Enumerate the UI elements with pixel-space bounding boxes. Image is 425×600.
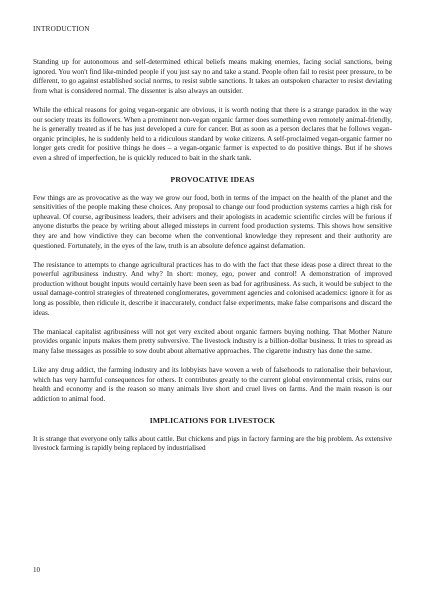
paragraph: It is strange that everyone only talks about cattle. But chickens and pigs in factory farming are the big problem. As extensive livestock farming is rapidly being replaced by industrialised [33,434,392,453]
paragraph: Few things are as provocative as the way we grow our food, both in terms of the impact on the health of the planet and the sensitivities of the people making these choices. Any proposal to change our food production systems carries a high risk for upheaval. Of course, agribusiness leaders, their advisers and their apologists in academic scientific circles will be furious if anyone disturbs the peace by writing about alleged missteps in current food production systems. This shows how sensitive they are and how vindictive they can become when the conventional knowledge they represent and their authority are questioned. Fortunately, in the eyes of the law, truth is an absolute defence against defamation. [33,193,392,250]
paragraph: Standing up for autonomous and self-determined ethical beliefs means making enemies, facing social sanctions, being ignored. You won't find like-minded people if you just say no and take a stand. People often fail to resist peer pressure, to be different, to go against established social norms, to resist subtle sanctions. It takes an outspoken character to resist deviating from what is considered normal. The dissenter is also always an outsider. [33,58,392,95]
paragraph: The maniacal capitalist agribusiness will not get very excited about organic farmers buying nothing. That Mother Nature provides organic inputs makes them pretty subversive. The livestock industry is a billion-dollar business. It tries to spread as many false messages as possible to sow doubt about alternative approaches. The cigarette industry has done the same. [33,327,392,356]
section-heading-implications-for-livestock: IMPLICATIONS FOR LIVESTOCK [149,415,276,425]
body-text [33,58,392,463]
paragraph: Like any drug addict, the farming industry and its lobbyists have woven a web of falsehoods to rationalise their behaviour, which has very harmful consequences for others. It contributes greatly to the current global environmental crisis, ruins our health and economy and is the reason so many animals live short and cruel lives on farms. And the main reason is our addiction to animal food. [33,366,392,403]
running-head: INTRODUCTION [33,25,90,33]
page-number: 10 [33,566,40,574]
paragraph: While the ethical reasons for going vegan-organic are obvious, it is worth noting that there is a strange paradox in the way our society treats its followers. When a prominent non-vegan organic farmer does something even remotely animal-friendly, he is generally treated as if he has just developed a cure for cancer. But as soon as a person declares that he follows vegan-organic principles, he is suddenly held to a ridiculous standard by woke citizens. A self-proclaimed vegan-organic farmer no longer gets credit for positive things he does – a vegan-organic farmer is expected to do positive things. But if he shows even a shred of imperfection, he is quickly reduced to bait in the shark tank. [33,105,392,162]
section-heading-provocative-ideas: PROVOCATIVE IDEAS [170,174,255,184]
paragraph: The resistance to attempts to change agricultural practices has to do with the fact that these ideas pose a direct threat to the powerful agribusiness industry. And why? In short: money, ego, power and control! A demonstration of improved production without bought inputs would certainly have been seen as bad for agribusiness. As such, it would be subject to the usual damage-control strategies of threatened conglomerates, government agencies and colonised academics: ignore it for as long as possible, then ridicule it, describe it inaccurately, conduct false experiments, make false comparisons and discard the ideas. [33,260,392,317]
